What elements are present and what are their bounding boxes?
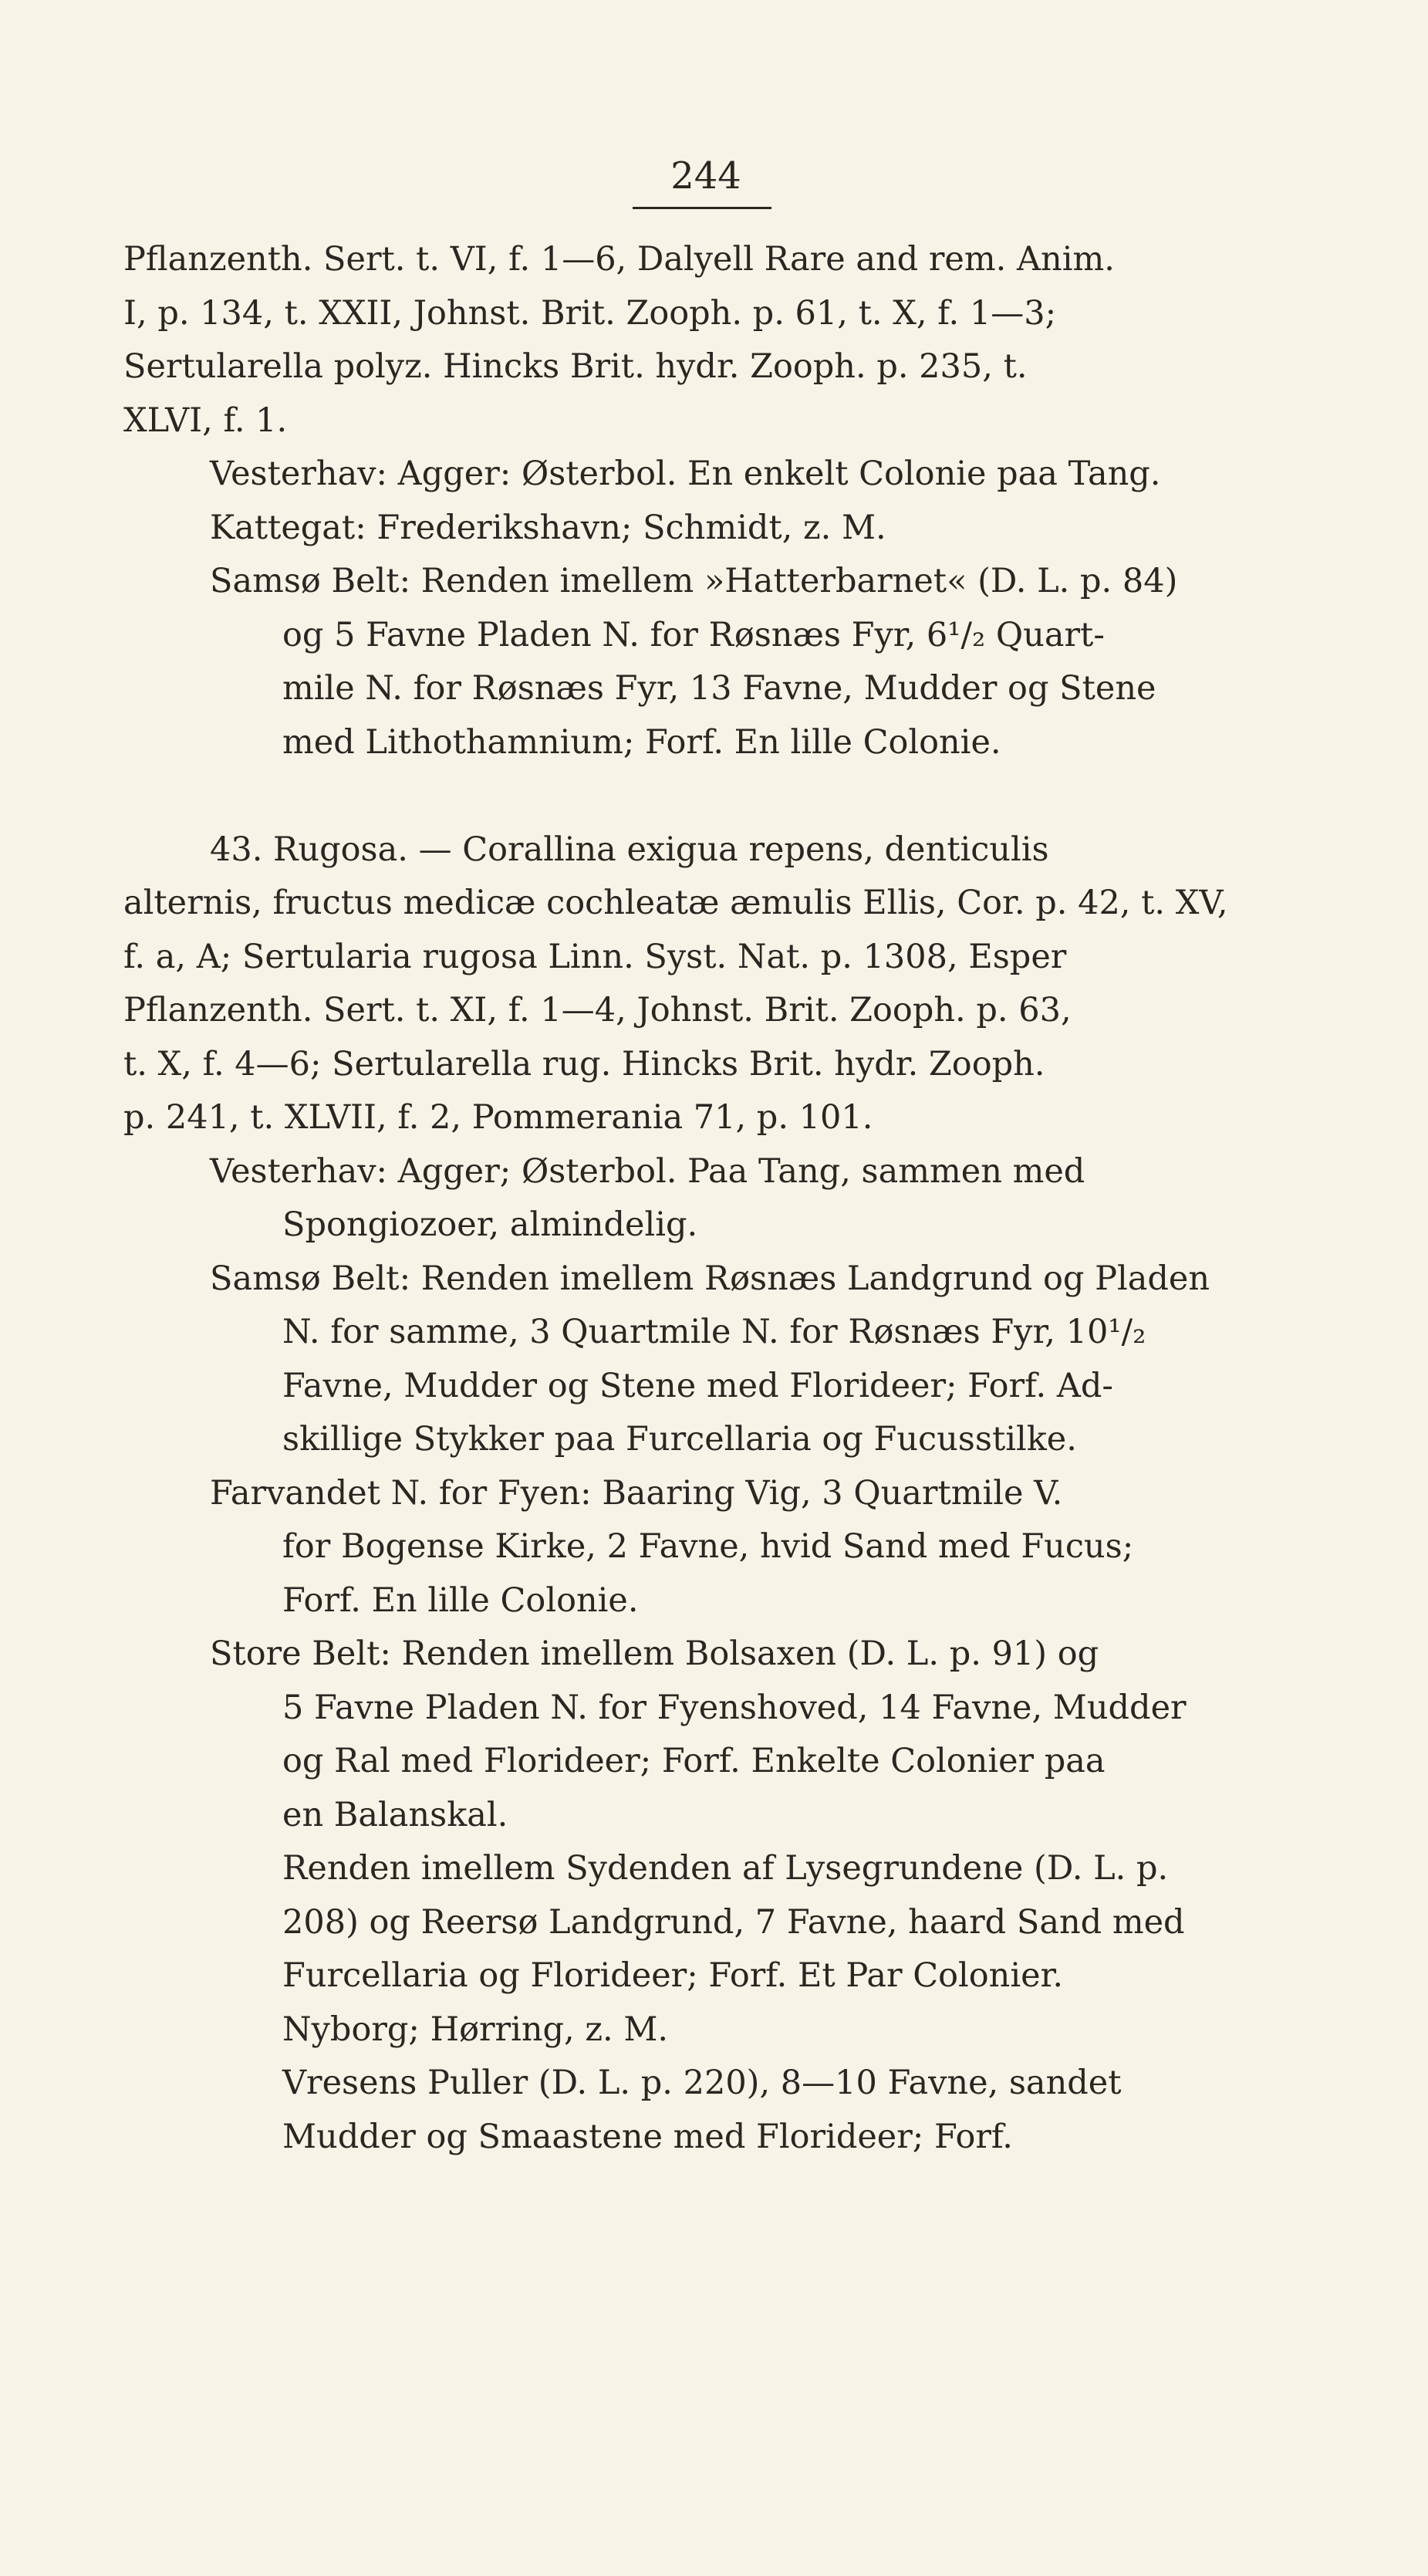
text-line: Pflanzenth. Sert. t. XI, f. 1—4, Johnst. Brit. Zooph. p. 63, — [123, 991, 1072, 1029]
species-heading-line: 43. Rugosa. — Corallina exigua repens, denticulis — [210, 830, 1049, 869]
locality-line: Samsø Belt: Renden imellem Røsnæs Landgrund og Pladen — [210, 1259, 1210, 1298]
text-line: t. X, f. 4—6; Sertularella rug. Hincks Brit. hydr. Zooph. — [123, 1044, 1045, 1083]
locality-continuation: og Ral med Florideer; Forf. Enkelte Colonier paa — [282, 1742, 1106, 1780]
text-line: XLVI, f. 1. — [123, 401, 288, 440]
locality-line: Vesterhav: Agger: Østerbol. En enkelt Colonie paa Tang. — [210, 455, 1161, 493]
locality-continuation: en Balanskal. — [282, 1795, 508, 1834]
locality-continuation: og 5 Favne Pladen N. for Røsnæs Fyr, 6¹/₂ Quart- — [282, 615, 1105, 654]
locality-continuation: mile N. for Røsnæs Fyr, 13 Favne, Mudder og Stene — [282, 669, 1156, 708]
locality-continuation: Vresens Puller (D. L. p. 220), 8—10 Favne, sandet — [282, 2064, 1122, 2102]
locality-continuation: skillige Stykker paa Furcellaria og Fucusstilke. — [282, 1420, 1077, 1459]
locality-continuation: 208) og Reersø Landgrund, 7 Favne, haard Sand med — [282, 1902, 1185, 1942]
page-number-rule — [633, 207, 771, 209]
text-line: I, p. 134, t. XXII, Johnst. Brit. Zooph. p. 61, t. X, f. 1—3; — [123, 293, 1057, 333]
locality-line: Store Belt: Renden imellem Bolsaxen (D. L. p. 91) og — [210, 1635, 1099, 1673]
locality-line: Farvandet N. for Fyen: Baaring Vig, 3 Quartmile V. — [210, 1473, 1063, 1513]
locality-line: Samsø Belt: Renden imellem »Hatterbarnet« (D. L. p. 84) — [210, 562, 1178, 600]
locality-continuation: for Bogense Kirke, 2 Favne, hvid Sand med Fucus; — [282, 1527, 1134, 1566]
page-number: 244 — [670, 154, 741, 198]
locality-continuation: med Lithothamnium; Forf. En lille Colonie. — [282, 722, 1001, 762]
locality-continuation: Spongiozoer, almindelig. — [282, 1205, 698, 1244]
locality-continuation: Nyborg; Hørring, z. M. — [282, 2010, 669, 2049]
locality-continuation: Forf. En lille Colonie. — [282, 1580, 639, 1620]
locality-line: Kattegat: Frederikshavn; Schmidt, z. M. — [210, 508, 886, 547]
text-line: Pflanzenth. Sert. t. VI, f. 1—6, Dalyell Rare and rem. Anim. — [123, 240, 1115, 279]
text-line: p. 241, t. XLVII, f. 2, Pommerania 71, p. 101. — [123, 1098, 873, 1137]
text-line: alternis, fructus medicæ cochleatæ æmulis Ellis, Cor. p. 42, t. XV, — [123, 884, 1228, 922]
locality-continuation: Furcellaria og Florideer; Forf. Et Par Colonier. — [282, 1956, 1064, 1995]
text-line: f. a, A; Sertularia rugosa Linn. Syst. Nat. p. 1308, Esper — [123, 937, 1067, 976]
locality-continuation: N. for samme, 3 Quartmile N. for Røsnæs Fyr, 10¹/₂ — [282, 1313, 1146, 1351]
locality-continuation: Favne, Mudder og Stene med Florideer; Forf. Ad- — [282, 1366, 1113, 1405]
paragraph-gap — [123, 769, 1304, 823]
locality-line: Vesterhav: Agger; Østerbol. Paa Tang, sammen med — [210, 1151, 1085, 1191]
locality-continuation: Mudder og Smaastene med Florideer; Forf. — [282, 2117, 1013, 2156]
locality-continuation: 5 Favne Pladen N. for Fyenshoved, 14 Favne, Mudder — [282, 1688, 1187, 1727]
locality-continuation: Renden imellem Sydenden af Lysegrundene (D. L. p. — [282, 1849, 1169, 1888]
text-line: Sertularella polyz. Hincks Brit. hydr. Zooph. p. 235, t. — [123, 347, 1028, 386]
body-text — [123, 233, 1304, 2164]
